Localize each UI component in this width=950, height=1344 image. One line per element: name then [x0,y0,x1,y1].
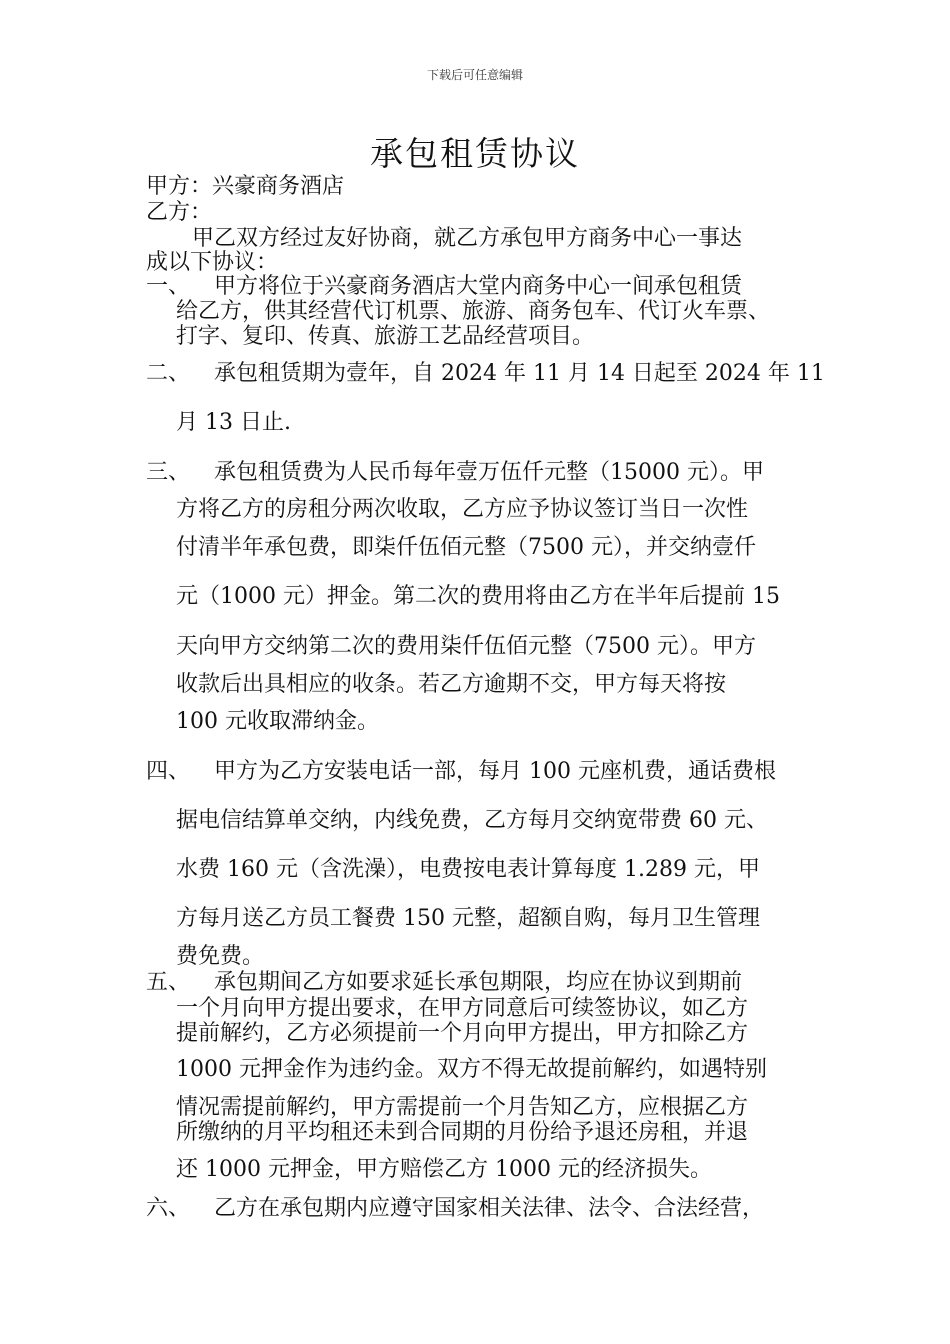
clause-line: 天向甲方交纳第二次的费用柒仟伍佰元整（7500 元）。甲方 [176,634,756,659]
clause-line: 承包租赁期为壹年，自 2024 年 11 月 14 日起至 2024 年 11 [214,361,825,386]
clause-line: 还 1000 元押金，甲方赔偿乙方 1000 元的经济损失。 [176,1157,712,1182]
intro-line: 成以下协议： [146,250,279,275]
clause-line: 提前解约，乙方必须提前一个月向甲方提出，甲方扣除乙方 [176,1021,749,1046]
clause-line: 甲方为乙方安装电话一部，每月 100 元座机费，通话费根 [214,759,776,784]
clause-line: 乙方在承包期内应遵守国家相关法律、法令、合法经营， [214,1196,765,1221]
clause-number: 二、 [146,361,191,386]
clause-line: 费免费。 [176,944,265,969]
clause-line: 打字、复印、传真、旅游工艺品经营项目。 [176,324,595,349]
clause-number: 三、 [146,460,191,485]
clause-line: 1000 元押金作为违约金。双方不得无故提前解约，如遇特别 [176,1057,767,1082]
intro-line: 甲乙双方经过友好协商，就乙方承包甲方商务中心一事达 [192,226,743,251]
clause-line: 水费 160 元（含洗澡），电费按电表计算每度 1.289 元，甲 [176,857,760,882]
clause-line: 一个月向甲方提出要求，在甲方同意后可续签协议，如乙方 [176,996,749,1021]
clause-number: 五、 [146,970,191,995]
clause-line: 所缴纳的月平均租还未到合同期的月份给予退还房租，并退 [176,1120,749,1145]
party-b: 乙方： [146,200,213,225]
clause-line: 元（1000 元）押金。第二次的费用将由乙方在半年后提前 15 [176,584,780,609]
clause-line: 收款后出具相应的收条。若乙方逾期不交，甲方每天将按 [176,672,727,697]
clause-number: 四、 [146,759,191,784]
clause-line: 据电信结算单交纳，内线免费，乙方每月交纳宽带费 60 元、 [176,808,768,833]
clause-line: 甲方将位于兴豪商务酒店大堂内商务中心一间承包租赁 [214,274,743,299]
party-a: 甲方：兴豪商务酒店 [146,174,345,199]
clause-line: 方每月送乙方员工餐费 150 元整，超额自购，每月卫生管理 [176,906,760,931]
clause-number: 一、 [146,274,191,299]
clause-number: 六、 [146,1196,191,1221]
clause-line: 方将乙方的房租分两次收取，乙方应予协议签订当日一次性 [176,497,749,522]
clause-line: 给乙方，供其经营代订机票、旅游、商务包车、代订火车票、 [176,299,771,324]
clause-line: 承包租赁费为人民币每年壹万伍仟元整（15000 元）。甲 [214,460,764,485]
clause-line: 付清半年承包费，即柒仟伍佰元整（7500 元），并交纳壹仟 [176,535,756,560]
clause-line: 情况需提前解约，甲方需提前一个月告知乙方，应根据乙方 [176,1095,749,1120]
document-title: 承包租赁协议 [370,134,580,173]
clause-line: 月 13 日止. [176,410,291,435]
page-header: 下载后可任意编辑 [426,68,523,82]
clause-line: 承包期间乙方如要求延长承包期限，均应在协议到期前 [214,970,743,995]
clause-line: 100 元收取滞纳金。 [176,709,379,734]
